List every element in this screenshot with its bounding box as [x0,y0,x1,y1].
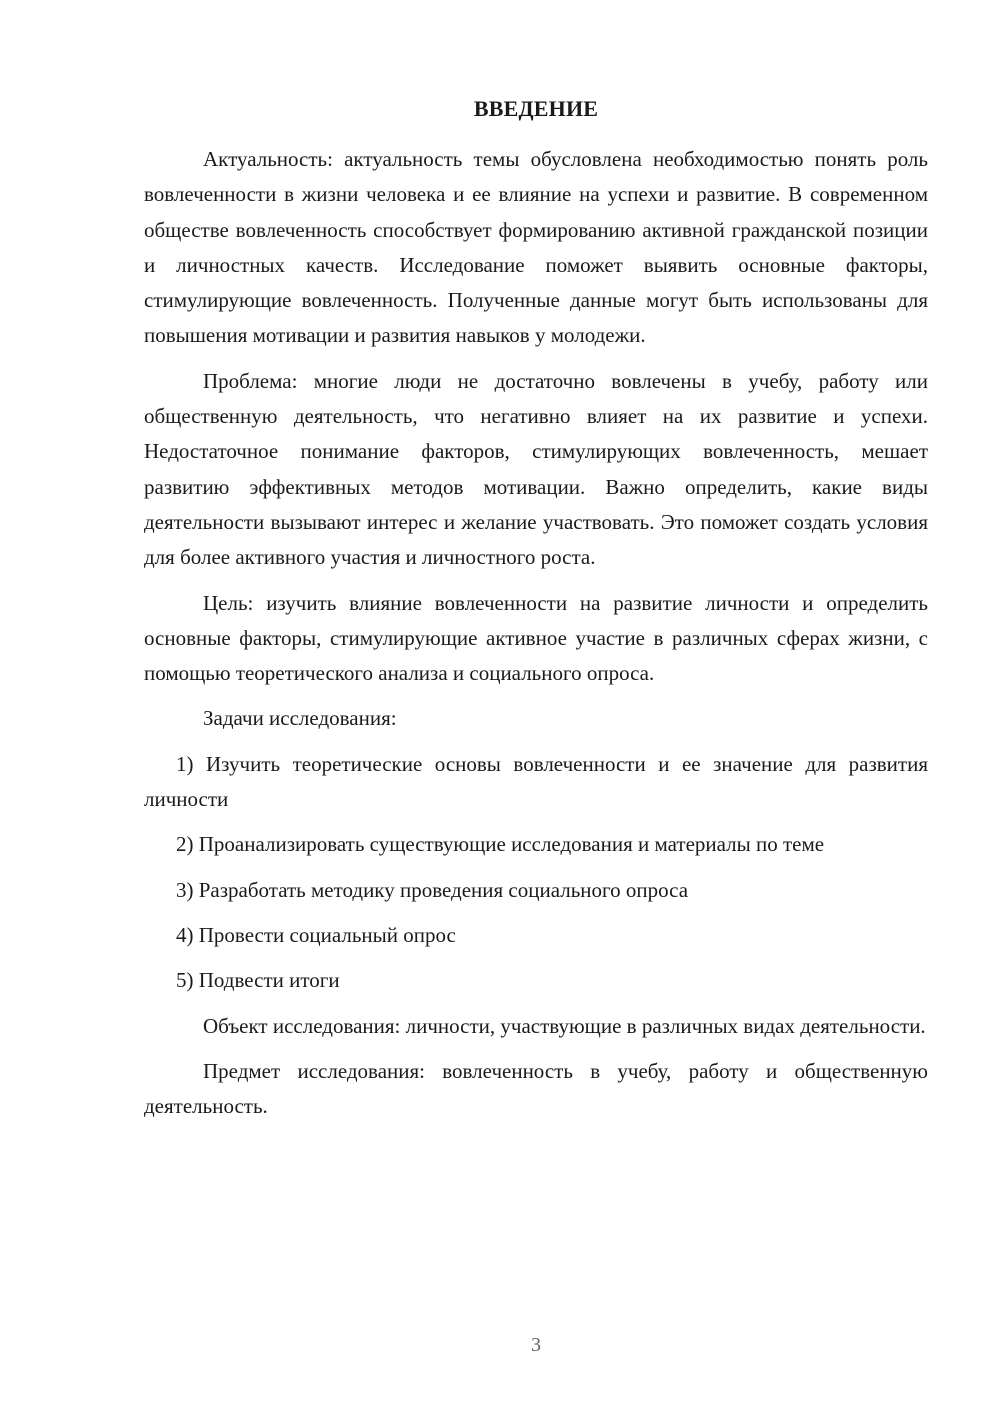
task-item-4: 4) Провести социальный опрос [176,922,456,947]
paragraph-goal: Цель: изучить влияние вовлеченности на развитие личности и определить основные факторы, стимулирующие активное участие в различных сферах жизни, с помощью теоретического анализа и социального опроса. [144,590,928,686]
task-item-1: 1) Изучить теоретические основы вовлеченности и ее значение для развития личности [144,751,928,812]
tasks-title: Задачи исследования: [203,706,397,731]
paragraph-object: Объект исследования: личности, участвующие в различных видах деятельности. [203,1013,926,1038]
task-item-5: 5) Подвести итоги [176,968,340,993]
paragraph-problem: Проблема: многие люди не достаточно вовлечены в учебу, работу или общественную деятельность, что негативно влияет на их развитие и успехи. Недостаточное понимание факторов, стимулирующих вовлеченность, мешает развитию эффективных методов мотивации. Важно определить, какие виды деятельности вызывают интерес и желание участвовать. Это поможет создать условия для более активного участия и личностного роста. [144,368,928,570]
page-title: ВВЕДЕНИЕ [473,96,599,121]
task-item-2: 2) Проанализировать существующие исследования и материалы по теме [176,832,825,857]
page-number: 3 [531,1334,541,1356]
paragraph-relevance: Актуальность: актуальность темы обусловлена необходимостью понять роль вовлеченности в жизни человека и ее влияние на успехи и развитие. В современном обществе вовлеченность способствует формированию активной гражданской позиции и личностных качеств. Исследование поможет выявить основные факторы, стимулирующие вовлеченность. Полученные данные могут быть использованы для повышения мотивации и развития навыков у молодежи. [144,147,928,348]
task-item-3: 3) Разработать методику проведения социального опроса [176,877,689,902]
document-body [144,142,928,1134]
paragraph-subject: Предмет исследования: вовлеченность в учебу, работу и общественную деятельность. [144,1058,928,1119]
